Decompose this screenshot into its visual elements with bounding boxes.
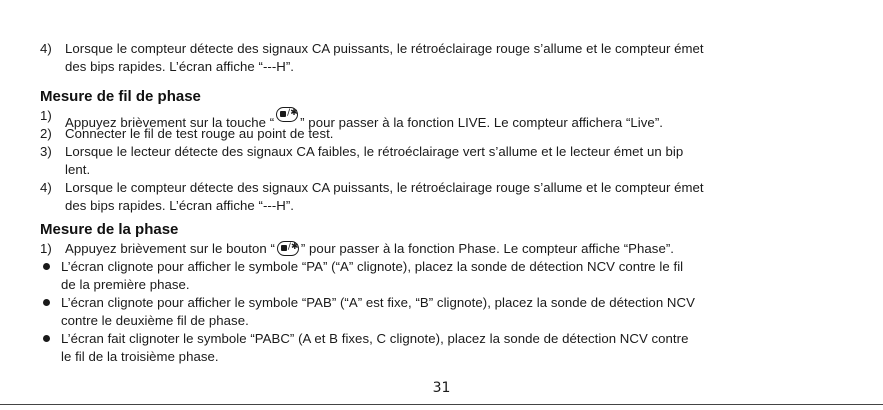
hold-flashlight-button-icon: /✱ (276, 107, 298, 122)
bullet-icon (43, 263, 50, 270)
list-text: lent. (65, 162, 91, 177)
list-text: de la première phase. (61, 277, 190, 292)
list-number: 1) (40, 108, 52, 123)
list-text: Appuyez brièvement sur le bouton “ /✱ ” pour passer à la fonction Phase. Le compteur affiche “Phase”. (65, 241, 674, 256)
list-text: L’écran clignote pour afficher le symbole “PAB” (“A” est fixe, “B” clignote), placez la sonde de détection NCV (61, 295, 695, 310)
page-number: 31 (432, 380, 451, 396)
list-number: 1) (40, 241, 52, 256)
list-text: Lorsque le lecteur détecte des signaux CA faibles, le rétroéclairage vert s’allume et le lecteur émet un bip (65, 144, 684, 159)
list-text: Appuyez brièvement sur la touche “ /✱ ” pour passer à la fonction LIVE. Le compteur affichera “Live”. (65, 108, 663, 130)
list-number: 3) (40, 144, 52, 159)
list-text: L’écran clignote pour afficher le symbole “PA” (“A” clignote), placez la sonde de détection NCV contre le fil (61, 259, 684, 274)
list-text: contre le deuxième fil de phase. (61, 313, 249, 328)
hold-flashlight-button-icon: /✱ (277, 241, 299, 256)
list-text: Lorsque le compteur détecte des signaux CA puissants, le rétroéclairage rouge s’allume et le compteur émet (65, 180, 704, 195)
list-number: 2) (40, 126, 52, 141)
list-text: Lorsque le compteur détecte des signaux CA puissants, le rétroéclairage rouge s’allume et le compteur émet (65, 41, 704, 56)
section-title: Mesure de la phase (40, 221, 179, 238)
section-title: Mesure de fil de phase (40, 88, 201, 105)
list-text: Connecter le fil de test rouge au point de test. (65, 126, 334, 141)
list-number: 4) (40, 41, 52, 56)
bullet-icon (43, 335, 50, 342)
list-text: le fil de la troisième phase. (61, 349, 219, 364)
footer-divider (0, 404, 883, 405)
list-text: des bips rapides. L’écran affiche “---H”. (65, 59, 295, 74)
bullet-icon (43, 299, 50, 306)
list-text: L’écran fait clignoter le symbole “PABC” (A et B fixes, C clignote), placez la sonde de détection NCV contre (61, 331, 689, 346)
list-text: des bips rapides. L’écran affiche “---H”. (65, 198, 295, 213)
list-number: 4) (40, 180, 52, 195)
